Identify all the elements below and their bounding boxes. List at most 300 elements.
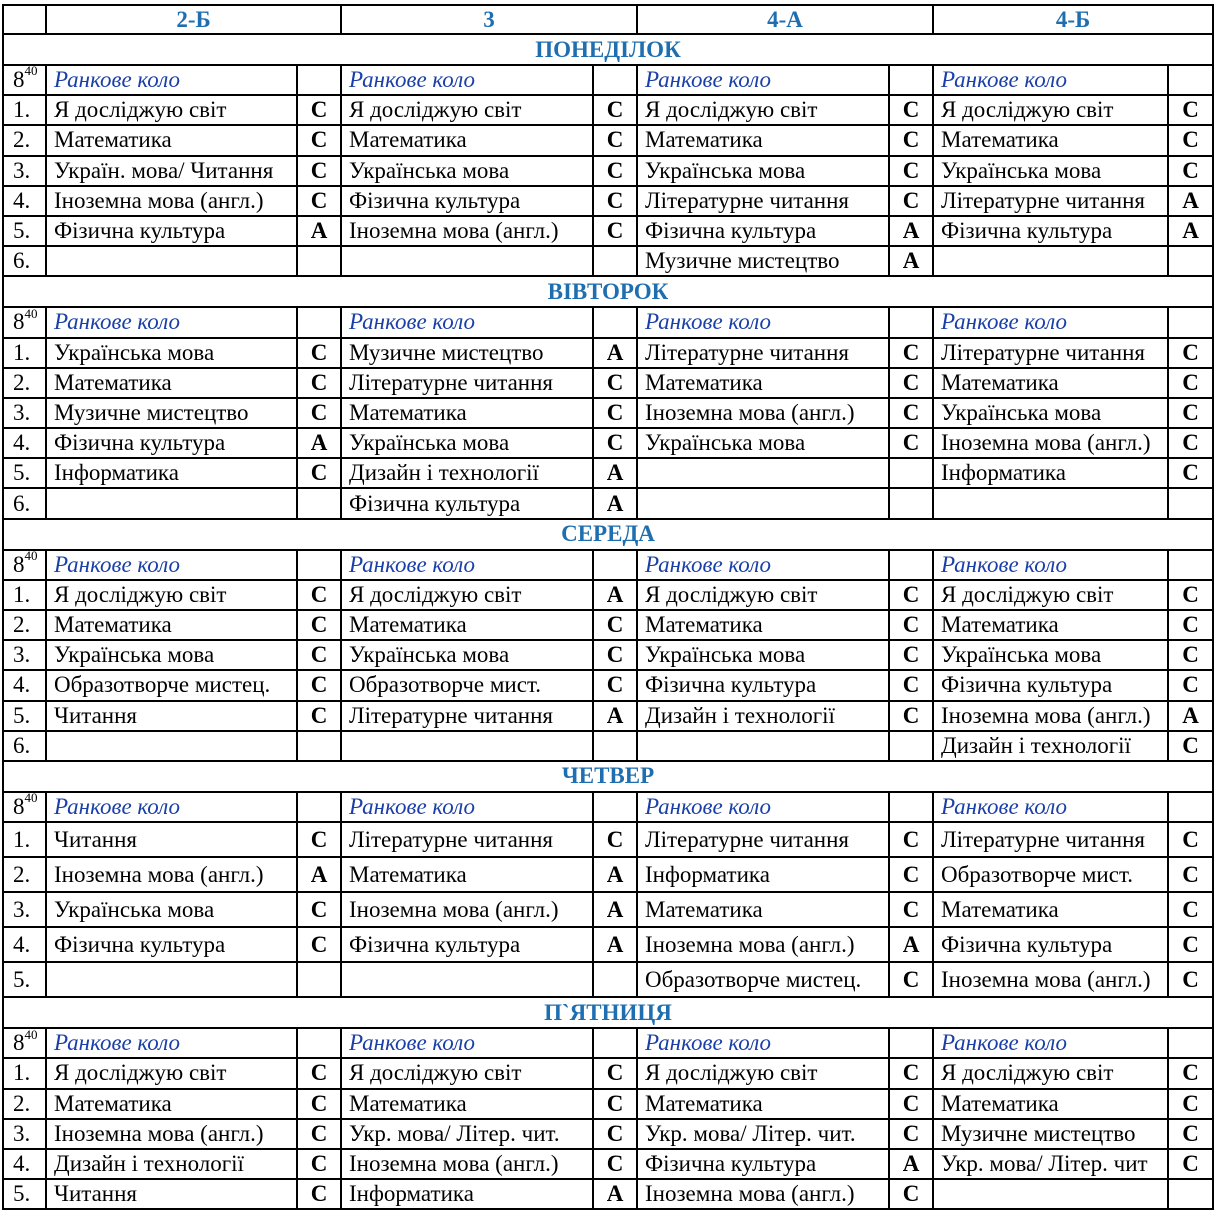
format-cell <box>889 458 933 488</box>
subject-cell: Українська мова <box>46 640 297 670</box>
format-cell: С <box>1168 731 1213 761</box>
subject-cell: Я досліджую світ <box>637 1058 889 1088</box>
format-cell <box>297 65 341 95</box>
time-minutes: 40 <box>24 549 38 564</box>
lesson-number: 1. <box>3 1058 46 1088</box>
subject-cell: Математика <box>933 892 1168 927</box>
subject-cell <box>46 246 297 276</box>
lesson-row <box>3 927 1213 962</box>
subject-cell: Математика <box>637 368 889 398</box>
subject-cell: Я досліджую світ <box>46 95 297 125</box>
format-cell <box>593 307 637 337</box>
lesson-row <box>3 125 1213 155</box>
lesson-number: 5. <box>3 458 46 488</box>
subject-cell <box>933 488 1168 518</box>
format-cell: С <box>297 670 341 700</box>
subject-cell: Іноземна мова (англ.) <box>933 962 1168 997</box>
subject-cell <box>341 246 593 276</box>
morning-circle-cell: Ранкове коло <box>637 65 889 95</box>
time-cell <box>3 307 46 337</box>
subject-cell: Дизайн і технології <box>46 1149 297 1179</box>
format-cell: С <box>297 1119 341 1149</box>
time-cell <box>3 792 46 822</box>
format-cell: С <box>1168 338 1213 368</box>
day-header-row <box>3 997 1213 1028</box>
lesson-number: 3. <box>3 892 46 927</box>
morning-circle-cell: Ранкове коло <box>637 792 889 822</box>
time-hour: 8 <box>13 309 25 335</box>
format-cell: С <box>1168 580 1213 610</box>
morning-circle-cell: Ранкове коло <box>46 1028 297 1058</box>
time-minutes: 40 <box>24 307 38 321</box>
lesson-number: 5. <box>3 962 46 997</box>
day-title: П`ЯТНИЦЯ <box>3 997 1213 1028</box>
subject-cell: Іноземна мова (англ.) <box>341 1149 593 1179</box>
format-cell <box>297 731 341 761</box>
subject-cell: Математика <box>46 125 297 155</box>
format-cell <box>297 488 341 518</box>
subject-cell: Іноземна мова (англ.) <box>637 1179 889 1209</box>
format-cell: С <box>889 428 933 458</box>
lesson-row <box>3 338 1213 368</box>
format-cell: С <box>593 368 637 398</box>
time-cell <box>3 1028 46 1058</box>
subject-cell: Математика <box>933 610 1168 640</box>
subject-cell: Математика <box>933 368 1168 398</box>
subject-cell: Фізична культура <box>46 428 297 458</box>
format-cell: С <box>297 892 341 927</box>
format-cell: А <box>297 857 341 892</box>
subject-cell: Я досліджую світ <box>933 580 1168 610</box>
subject-cell: Україн. мова/ Читання <box>46 156 297 186</box>
subject-cell: Фізична культура <box>46 927 297 962</box>
subject-cell: Фізична культура <box>933 927 1168 962</box>
morning-circle-cell: Ранкове коло <box>637 307 889 337</box>
format-cell: С <box>297 610 341 640</box>
morning-circle-cell: Ранкове коло <box>933 1028 1168 1058</box>
day-title: СЕРЕДА <box>3 519 1213 550</box>
format-cell <box>1168 246 1213 276</box>
lesson-row <box>3 892 1213 927</box>
subject-cell: Я досліджую світ <box>933 95 1168 125</box>
morning-circle-cell: Ранкове коло <box>637 1028 889 1058</box>
subject-cell: Українська мова <box>341 428 593 458</box>
format-cell <box>1168 65 1213 95</box>
format-cell: С <box>593 1119 637 1149</box>
format-cell: А <box>1168 186 1213 216</box>
subject-cell: Фізична культура <box>637 1149 889 1179</box>
format-cell <box>297 1028 341 1058</box>
day-header-row <box>3 34 1213 65</box>
subject-cell: Літературне читання <box>637 822 889 857</box>
day-header-row <box>3 519 1213 550</box>
subject-cell: Я досліджую світ <box>637 580 889 610</box>
day-title: ПОНЕДІЛОК <box>3 34 1213 65</box>
subject-cell: Читання <box>46 822 297 857</box>
lesson-row <box>3 1119 1213 1149</box>
lesson-number: 3. <box>3 156 46 186</box>
lesson-row <box>3 731 1213 761</box>
subject-cell: Іноземна мова (англ.) <box>933 701 1168 731</box>
subject-cell: Я досліджую світ <box>341 580 593 610</box>
subject-cell: Музичне мистецтво <box>341 338 593 368</box>
time-hour: 8 <box>13 551 25 577</box>
time-minutes: 40 <box>24 65 38 79</box>
class-header-row <box>3 5 1213 34</box>
format-cell <box>297 792 341 822</box>
format-cell: С <box>1168 857 1213 892</box>
format-cell: А <box>297 428 341 458</box>
subject-cell: Фізична культура <box>933 670 1168 700</box>
subject-cell <box>46 731 297 761</box>
lesson-number: 4. <box>3 186 46 216</box>
class-header: 4-А <box>637 5 933 34</box>
format-cell: С <box>889 368 933 398</box>
format-cell: А <box>297 216 341 246</box>
subject-cell: Українська мова <box>46 892 297 927</box>
lesson-row <box>3 640 1213 670</box>
subject-cell: Літературне читання <box>341 822 593 857</box>
format-cell: А <box>593 338 637 368</box>
lesson-row <box>3 488 1213 518</box>
format-cell: С <box>297 398 341 428</box>
lesson-row <box>3 1058 1213 1088</box>
subject-cell: Математика <box>341 398 593 428</box>
subject-cell <box>46 962 297 997</box>
morning-circle-cell: Ранкове коло <box>637 550 889 580</box>
subject-cell: Іноземна мова (англ.) <box>46 186 297 216</box>
subject-cell <box>637 488 889 518</box>
format-cell: С <box>889 156 933 186</box>
subject-cell: Я досліджую світ <box>637 95 889 125</box>
morning-row <box>3 792 1213 822</box>
subject-cell: Укр. мова/ Літер. чит. <box>341 1119 593 1149</box>
subject-cell: Я досліджую світ <box>933 1058 1168 1088</box>
format-cell: С <box>593 1058 637 1088</box>
format-cell: С <box>297 458 341 488</box>
subject-cell: Літературне читання <box>933 822 1168 857</box>
subject-cell: Математика <box>637 610 889 640</box>
format-cell <box>593 962 637 997</box>
format-cell: С <box>593 670 637 700</box>
format-cell <box>1168 792 1213 822</box>
subject-cell: Іноземна мова (англ.) <box>637 927 889 962</box>
subject-cell: Інформатика <box>933 458 1168 488</box>
subject-cell: Українська мова <box>341 156 593 186</box>
format-cell: С <box>1168 1058 1213 1088</box>
subject-cell: Літературне читання <box>933 186 1168 216</box>
format-cell: С <box>297 156 341 186</box>
lesson-row <box>3 458 1213 488</box>
lesson-number: 2. <box>3 125 46 155</box>
format-cell: С <box>297 640 341 670</box>
format-cell: А <box>593 892 637 927</box>
subject-cell <box>341 962 593 997</box>
format-cell: С <box>889 580 933 610</box>
subject-cell: Я досліджую світ <box>341 1058 593 1088</box>
format-cell: С <box>1168 95 1213 125</box>
subject-cell: Літературне читання <box>341 368 593 398</box>
lesson-number: 3. <box>3 1119 46 1149</box>
format-cell: А <box>593 458 637 488</box>
subject-cell: Літературне читання <box>637 338 889 368</box>
format-cell: С <box>593 610 637 640</box>
subject-cell: Я досліджую світ <box>46 1058 297 1088</box>
corner-cell <box>3 5 46 34</box>
morning-circle-cell: Ранкове коло <box>933 792 1168 822</box>
format-cell: С <box>297 1089 341 1119</box>
subject-cell: Українська мова <box>637 156 889 186</box>
day-header-row <box>3 761 1213 792</box>
format-cell: С <box>889 701 933 731</box>
lesson-row <box>3 701 1213 731</box>
morning-circle-cell: Ранкове коло <box>933 550 1168 580</box>
morning-circle-cell: Ранкове коло <box>341 307 593 337</box>
format-cell: С <box>1168 156 1213 186</box>
format-cell <box>297 307 341 337</box>
lesson-row <box>3 857 1213 892</box>
format-cell: С <box>297 927 341 962</box>
subject-cell: Образотворче мист. <box>341 670 593 700</box>
time-hour: 8 <box>13 794 25 820</box>
format-cell <box>889 488 933 518</box>
subject-cell: Українська мова <box>341 640 593 670</box>
format-cell: С <box>1168 927 1213 962</box>
subject-cell: Іноземна мова (англ.) <box>46 857 297 892</box>
format-cell <box>889 731 933 761</box>
format-cell: С <box>593 398 637 428</box>
subject-cell: Фізична культура <box>933 216 1168 246</box>
subject-cell: Образотворче мистец. <box>46 670 297 700</box>
format-cell <box>297 550 341 580</box>
format-cell: С <box>297 1058 341 1088</box>
subject-cell: Математика <box>933 1089 1168 1119</box>
format-cell: С <box>593 640 637 670</box>
format-cell: А <box>889 216 933 246</box>
format-cell: С <box>297 95 341 125</box>
subject-cell: Дизайн і технології <box>933 731 1168 761</box>
lesson-number: 6. <box>3 731 46 761</box>
lesson-row <box>3 962 1213 997</box>
class-header: 2-Б <box>46 5 341 34</box>
subject-cell: Фізична культура <box>341 488 593 518</box>
time-cell <box>3 65 46 95</box>
format-cell: С <box>889 338 933 368</box>
time-minutes: 40 <box>24 1028 38 1042</box>
lesson-row <box>3 822 1213 857</box>
subject-cell: Українська мова <box>46 338 297 368</box>
format-cell <box>593 731 637 761</box>
format-cell: А <box>593 1179 637 1209</box>
format-cell: С <box>1168 125 1213 155</box>
subject-cell: Я досліджую світ <box>46 580 297 610</box>
lesson-number: 4. <box>3 428 46 458</box>
lesson-row <box>3 156 1213 186</box>
format-cell: С <box>889 398 933 428</box>
format-cell: С <box>889 962 933 997</box>
subject-cell <box>46 488 297 518</box>
lesson-number: 3. <box>3 640 46 670</box>
subject-cell: Музичне мистецтво <box>637 246 889 276</box>
format-cell: С <box>889 125 933 155</box>
class-header: 4-Б <box>933 5 1213 34</box>
subject-cell: Фізична культура <box>46 216 297 246</box>
lesson-number: 1. <box>3 580 46 610</box>
time-hour: 8 <box>13 1030 25 1056</box>
subject-cell: Математика <box>341 1089 593 1119</box>
subject-cell: Математика <box>341 857 593 892</box>
morning-row <box>3 550 1213 580</box>
subject-cell: Укр. мова/ Літер. чит. <box>637 1119 889 1149</box>
format-cell: С <box>1168 1089 1213 1119</box>
format-cell: С <box>297 822 341 857</box>
lesson-row <box>3 216 1213 246</box>
format-cell <box>1168 488 1213 518</box>
format-cell: С <box>593 1089 637 1119</box>
subject-cell: Математика <box>933 125 1168 155</box>
subject-cell: Іноземна мова (англ.) <box>46 1119 297 1149</box>
subject-cell: Музичне мистецтво <box>933 1119 1168 1149</box>
lesson-number: 3. <box>3 398 46 428</box>
lesson-number: 1. <box>3 822 46 857</box>
lesson-number: 6. <box>3 246 46 276</box>
subject-cell: Фізична культура <box>341 186 593 216</box>
lesson-row <box>3 246 1213 276</box>
subject-cell: Математика <box>637 125 889 155</box>
subject-cell: Українська мова <box>933 156 1168 186</box>
format-cell: С <box>593 428 637 458</box>
subject-cell: Інформатика <box>46 458 297 488</box>
subject-cell: Українська мова <box>933 398 1168 428</box>
subject-cell: Іноземна мова (англ.) <box>933 428 1168 458</box>
format-cell: С <box>889 186 933 216</box>
format-cell: С <box>889 610 933 640</box>
subject-cell <box>933 246 1168 276</box>
time-hour: 8 <box>13 67 25 93</box>
format-cell: С <box>889 1119 933 1149</box>
format-cell: С <box>297 1149 341 1179</box>
lesson-number: 2. <box>3 857 46 892</box>
lesson-number: 2. <box>3 1089 46 1119</box>
format-cell: С <box>593 186 637 216</box>
lesson-row <box>3 1089 1213 1119</box>
class-header: 3 <box>341 5 637 34</box>
format-cell: С <box>297 1179 341 1209</box>
subject-cell: Образотворче мист. <box>933 857 1168 892</box>
morning-row <box>3 1028 1213 1058</box>
format-cell <box>889 550 933 580</box>
format-cell <box>297 962 341 997</box>
format-cell <box>889 307 933 337</box>
subject-cell: Дизайн і технології <box>341 458 593 488</box>
format-cell: А <box>593 927 637 962</box>
subject-cell: Інформатика <box>341 1179 593 1209</box>
format-cell: С <box>593 95 637 125</box>
format-cell: А <box>889 246 933 276</box>
morning-circle-cell: Ранкове коло <box>341 792 593 822</box>
morning-circle-cell: Ранкове коло <box>341 550 593 580</box>
format-cell: С <box>1168 640 1213 670</box>
subject-cell: Математика <box>341 610 593 640</box>
lesson-number: 4. <box>3 670 46 700</box>
format-cell: А <box>593 488 637 518</box>
subject-cell: Іноземна мова (англ.) <box>637 398 889 428</box>
format-cell: С <box>1168 368 1213 398</box>
subject-cell: Фізична культура <box>637 670 889 700</box>
lesson-row <box>3 610 1213 640</box>
day-header-row <box>3 276 1213 307</box>
format-cell: С <box>593 822 637 857</box>
format-cell <box>889 65 933 95</box>
format-cell: С <box>1168 458 1213 488</box>
format-cell: А <box>889 927 933 962</box>
subject-cell: Літературне читання <box>933 338 1168 368</box>
lesson-row <box>3 1149 1213 1179</box>
format-cell: А <box>889 1149 933 1179</box>
format-cell: С <box>297 125 341 155</box>
day-title: ЧЕТВЕР <box>3 761 1213 792</box>
lesson-number: 1. <box>3 95 46 125</box>
format-cell: А <box>1168 701 1213 731</box>
format-cell: С <box>1168 670 1213 700</box>
format-cell: С <box>1168 962 1213 997</box>
format-cell <box>593 1028 637 1058</box>
format-cell <box>297 246 341 276</box>
format-cell: С <box>1168 1119 1213 1149</box>
subject-cell: Укр. мова/ Літер. чит <box>933 1149 1168 1179</box>
subject-cell: Я досліджую світ <box>341 95 593 125</box>
format-cell: С <box>297 186 341 216</box>
time-minutes: 40 <box>24 791 38 806</box>
lesson-number: 4. <box>3 927 46 962</box>
format-cell <box>889 792 933 822</box>
morning-row <box>3 307 1213 337</box>
subject-cell: Літературне читання <box>637 186 889 216</box>
subject-cell: Читання <box>46 701 297 731</box>
format-cell: С <box>889 640 933 670</box>
lesson-number: 5. <box>3 216 46 246</box>
format-cell: С <box>1168 610 1213 640</box>
lesson-row <box>3 580 1213 610</box>
subject-cell: Образотворче мистец. <box>637 962 889 997</box>
subject-cell: Математика <box>637 892 889 927</box>
morning-row <box>3 65 1213 95</box>
subject-cell: Читання <box>46 1179 297 1209</box>
subject-cell: Музичне мистецтво <box>46 398 297 428</box>
format-cell: С <box>593 156 637 186</box>
morning-circle-cell: Ранкове коло <box>46 792 297 822</box>
subject-cell: Математика <box>637 1089 889 1119</box>
morning-circle-cell: Ранкове коло <box>46 550 297 580</box>
format-cell <box>593 246 637 276</box>
format-cell: С <box>593 216 637 246</box>
lesson-number: 6. <box>3 488 46 518</box>
subject-cell: Математика <box>46 368 297 398</box>
format-cell: С <box>889 95 933 125</box>
format-cell: С <box>1168 822 1213 857</box>
format-cell <box>593 792 637 822</box>
subject-cell: Дизайн і технології <box>637 701 889 731</box>
timetable <box>2 4 1214 1210</box>
time-cell <box>3 550 46 580</box>
format-cell: С <box>1168 398 1213 428</box>
format-cell: С <box>1168 892 1213 927</box>
format-cell <box>1168 1028 1213 1058</box>
format-cell <box>1168 550 1213 580</box>
format-cell: С <box>297 701 341 731</box>
format-cell: С <box>593 125 637 155</box>
subject-cell: Математика <box>46 1089 297 1119</box>
